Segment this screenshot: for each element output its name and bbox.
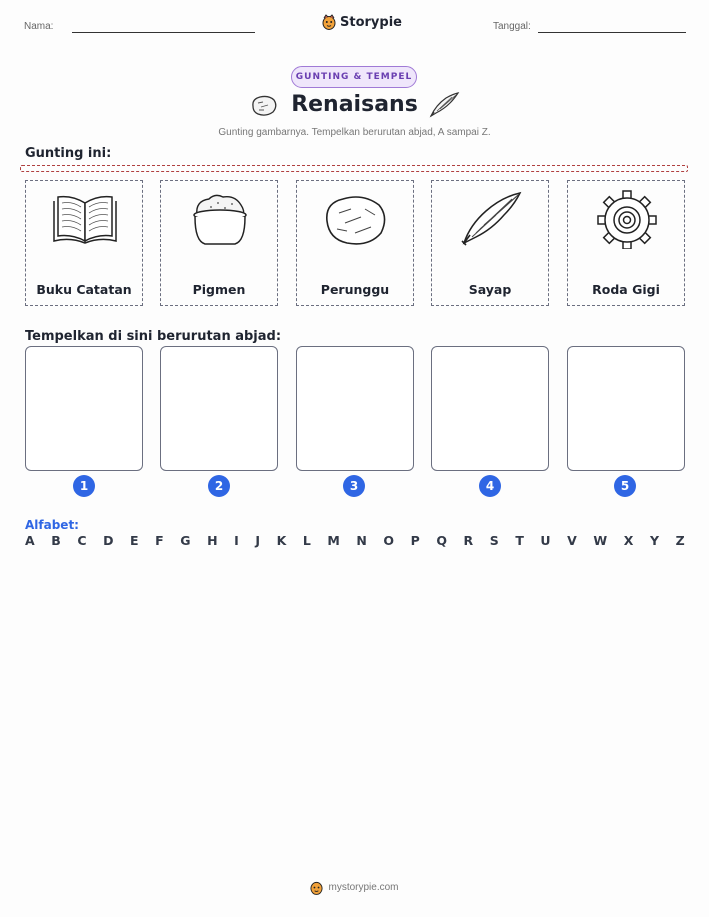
paste-box-4[interactable] <box>431 346 549 471</box>
date-line[interactable] <box>538 32 686 33</box>
alphabet-letter: R <box>463 533 474 548</box>
slot-number-4: 4 <box>479 475 501 497</box>
name-line[interactable] <box>72 32 255 33</box>
card-label: Pigmen <box>192 282 246 297</box>
alphabet-letter: W <box>593 533 608 548</box>
paste-box-5[interactable] <box>567 346 685 471</box>
cut-section-label: Gunting ini: <box>25 146 112 161</box>
card-label: Roda Gigi <box>592 282 660 297</box>
alphabet-letter: C <box>77 533 87 548</box>
alphabet-letter: S <box>489 533 499 548</box>
paste-box-3[interactable] <box>296 346 414 471</box>
alphabet-letter: N <box>356 533 367 548</box>
logo-text: Storypie <box>340 14 402 30</box>
card-label: Perunggu <box>320 282 390 297</box>
cut-card-perunggu[interactable] <box>296 180 414 306</box>
wing-icon <box>428 91 460 119</box>
alphabet-letter: L <box>302 533 311 548</box>
alphabet-row <box>25 533 685 548</box>
slot-number-2: 2 <box>208 475 230 497</box>
mascot-icon <box>322 14 336 30</box>
cut-card-sayap[interactable] <box>431 180 549 306</box>
pigment-bowl-icon <box>185 189 255 249</box>
alphabet-letter: A <box>25 533 35 548</box>
alphabet-letter: Q <box>436 533 447 548</box>
alphabet-letter: H <box>207 533 218 548</box>
alphabet-letter: X <box>623 533 634 548</box>
footer <box>0 880 709 895</box>
footer-url[interactable]: mystorypie.com <box>328 882 399 893</box>
cut-line <box>20 165 688 172</box>
slot-number-5: 5 <box>614 475 636 497</box>
alphabet-letter: E <box>130 533 139 548</box>
alphabet-letter: F <box>155 533 164 548</box>
alphabet-letter: I <box>234 533 239 548</box>
name-label: Nama: <box>24 21 54 32</box>
alphabet-letter: T <box>515 533 524 548</box>
card-label: Sayap <box>468 282 512 297</box>
alphabet-letter: G <box>180 533 191 548</box>
slot-number-1: 1 <box>73 475 95 497</box>
paste-box-2[interactable] <box>160 346 278 471</box>
alphabet-letter: Z <box>675 533 685 548</box>
slot-number-3: 3 <box>343 475 365 497</box>
activity-badge: GUNTING & TEMPEL <box>291 66 417 88</box>
alphabet-letter: O <box>383 533 395 548</box>
cut-card-buku-catatan[interactable] <box>25 180 143 306</box>
instructions: Gunting gambarnya. Tempelkan berurutan abjad, A sampai Z. <box>218 127 491 138</box>
alphabet-letter: D <box>103 533 114 548</box>
cut-card-pigmen[interactable] <box>160 180 278 306</box>
alphabet-letter: V <box>567 533 577 548</box>
open-book-icon <box>50 189 120 249</box>
alphabet-letter: M <box>327 533 340 548</box>
cut-card-roda-gigi[interactable] <box>567 180 685 306</box>
gear-icon <box>592 189 662 249</box>
alphabet-letter: K <box>276 533 287 548</box>
alphabet-letter: J <box>255 533 260 548</box>
alphabet-letter: P <box>410 533 420 548</box>
date-label: Tanggal: <box>493 21 531 32</box>
alphabet-letter: U <box>540 533 551 548</box>
alphabet-letter: B <box>51 533 61 548</box>
card-label: Buku Catatan <box>36 282 132 297</box>
wing-icon <box>456 189 526 249</box>
paste-box-1[interactable] <box>25 346 143 471</box>
alphabet-letter: Y <box>649 533 659 548</box>
mascot-icon <box>310 880 323 895</box>
page-title: Renaisans <box>291 92 418 117</box>
paste-section-label: Tempelkan di sini berurutan abjad: <box>25 329 282 344</box>
storypie-logo <box>322 14 402 30</box>
bronze-lump-icon <box>321 189 391 249</box>
alphabet-label: Alfabet: <box>25 518 79 532</box>
